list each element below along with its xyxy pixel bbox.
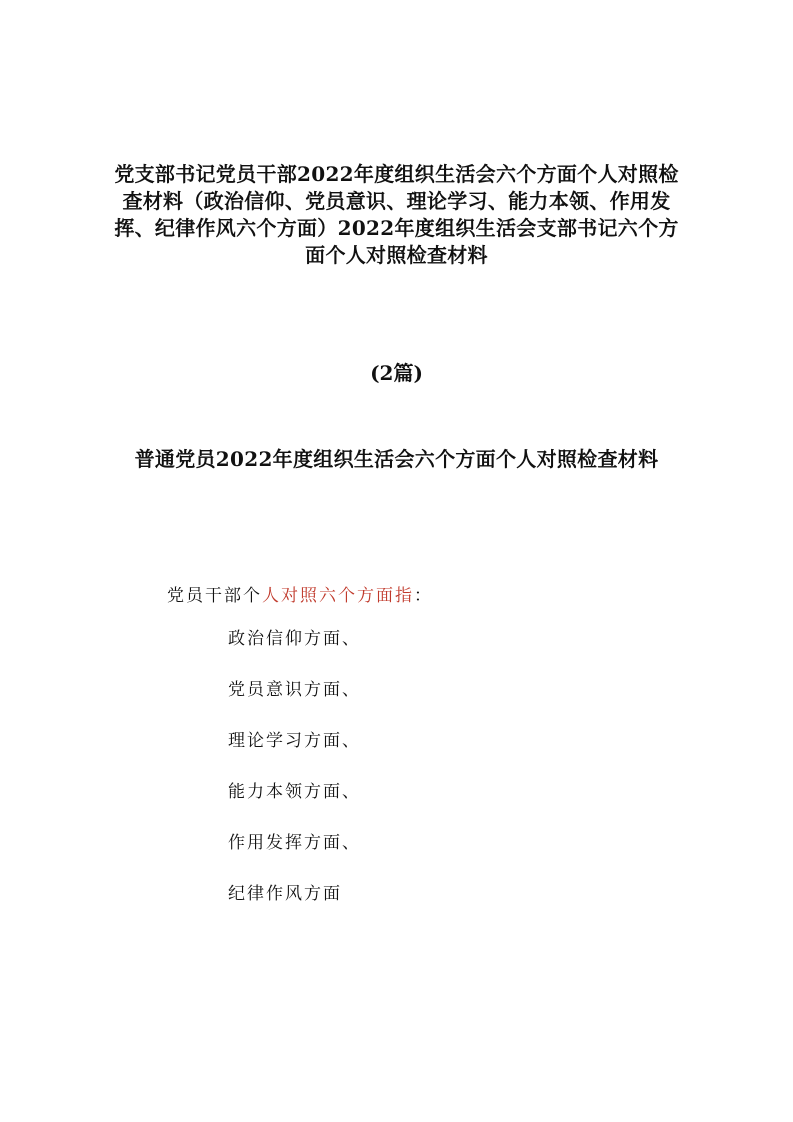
aspect-item: 纪律作风方面 [228,884,342,904]
intro-paragraph [167,581,433,606]
aspect-item: 政治信仰方面、 [228,629,361,649]
article-count: (2篇) [370,361,423,385]
document-subtitle: 普通党员2022年度组织生活会六个方面个人对照检查材料 [134,447,659,471]
intro-text-3: ： [414,586,433,606]
aspect-item: 党员意识方面、 [228,680,361,700]
aspect-item: 理论学习方面、 [228,731,361,751]
aspect-item: 能力本领方面、 [228,782,361,802]
intro-text-1: 党员干部个 [167,586,262,606]
document-title: 党支部书记党员干部2022年度组织生活会六个方面个人对照检查材料（政治信仰、党员意识、理论学习、能力本领、作用发挥、纪律作风六个方面）2022年度组织生活会支部书记六个方面个人对照检查材料 [114,162,679,267]
intro-text-highlight: 人对照六个方面指 [262,586,414,606]
aspect-list [228,627,361,933]
aspect-item: 作用发挥方面、 [228,833,361,853]
